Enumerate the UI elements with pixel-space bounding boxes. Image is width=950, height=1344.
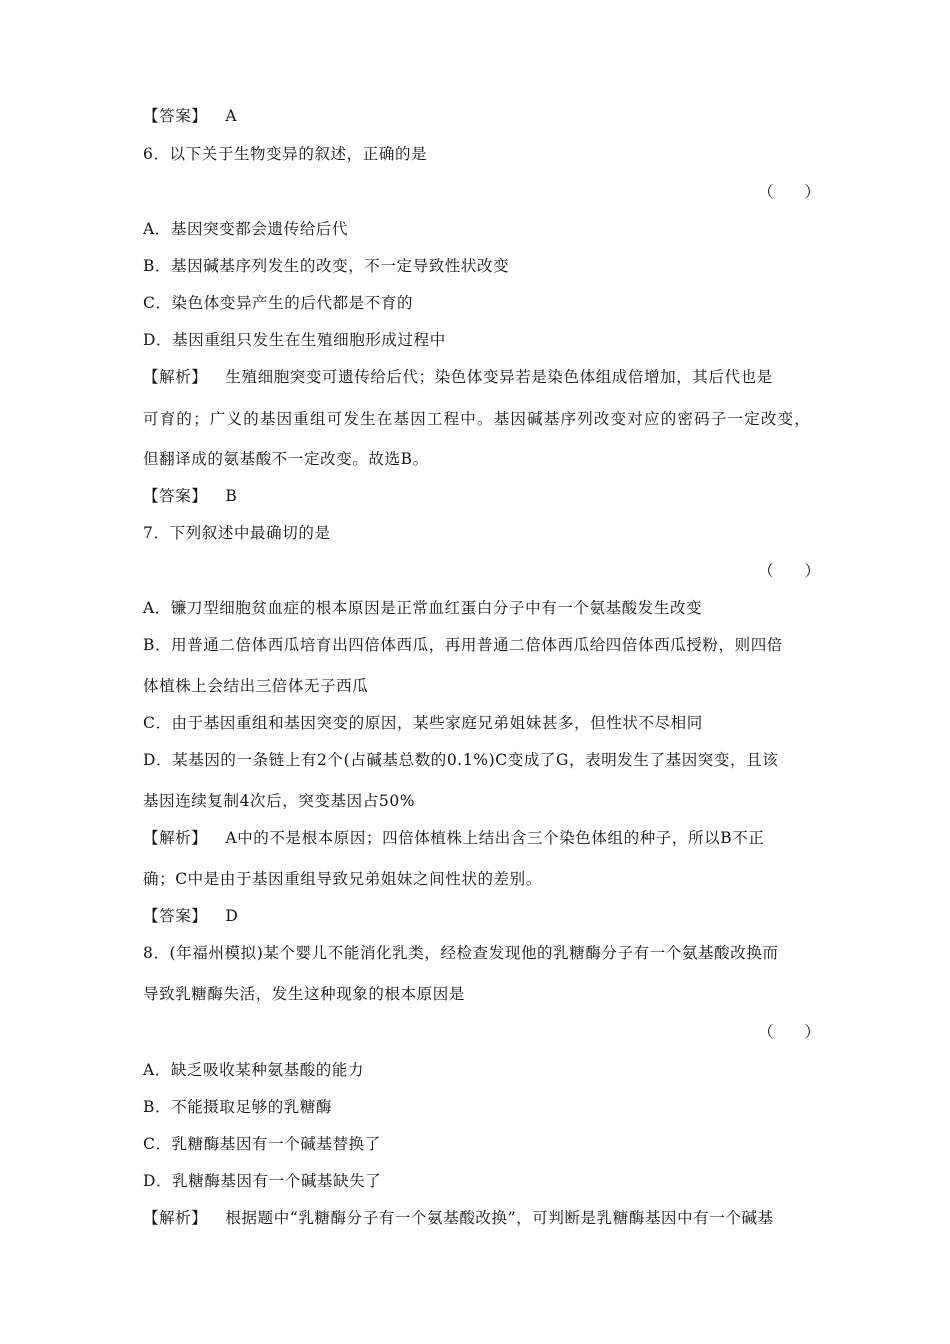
explanation-label: 【解析】	[143, 1209, 208, 1227]
answer-value: B	[225, 487, 238, 505]
question-6-option-d: D．基因重组只发生在生殖细胞形成过程中	[143, 331, 446, 349]
question-8-option-b: B．不能摄取足够的乳糖酶	[143, 1098, 333, 1116]
question-7-stem: 7．下列叙述中最确切的是	[143, 524, 331, 542]
question-8-stem-line-2: 导致乳糖酶失活，发生这种现象的根本原因是	[143, 985, 466, 1003]
answer-label: 【答案】	[143, 907, 208, 925]
question-8-option-c: C．乳糖酶基因有一个碱基替换了	[143, 1135, 381, 1153]
explanation-line-q6-2: 可育的；广义的基因重组可发生在基因工程中。基因碱基序列改变对应的密码子一定改变，	[143, 410, 812, 428]
explanation-label: 【解析】	[143, 829, 208, 847]
question-6-option-c: C．染色体变异产生的后代都是不育的	[143, 294, 414, 312]
question-6-answer-blank: （ ）	[758, 183, 821, 201]
question-8-option-a: A．缺乏吸收某种氨基酸的能力	[143, 1061, 365, 1079]
question-7-option-b-line-2: 体植株上会结出三倍体无子西瓜	[143, 677, 369, 695]
answer-line-q5	[143, 106, 237, 126]
answer-line-q7	[143, 906, 238, 926]
question-6-option-b: B．基因碱基序列发生的改变，不一定导致性状改变	[143, 257, 510, 275]
answer-line-q6	[143, 486, 237, 506]
explanation-line-q6-1	[143, 367, 773, 387]
question-8-stem-line-1: 8．(年福州模拟)某个婴儿不能消化乳类，经检查发现他的乳糖酶分子有一个氨基酸改换而	[143, 944, 779, 962]
question-8-option-d: D．乳糖酶基因有一个碱基缺失了	[143, 1172, 382, 1190]
question-7-option-d-line-2: 基因连续复制4次后，突变基因占50%	[143, 792, 416, 810]
answer-value: A	[225, 107, 238, 125]
question-7-option-d-line-1: D．某基因的一条链上有2个(占碱基总数的0.1%)C变成了G，表明发生了基因突变，且该	[143, 751, 779, 769]
question-6-stem: 6．以下关于生物变异的叙述，正确的是	[143, 145, 428, 163]
explanation-line-q6-3: 但翻译成的氨基酸不一定改变。故选B。	[143, 450, 429, 468]
explanation-line-q7-2: 确；C中是由于基因重组导致兄弟姐妹之间性状的差别。	[143, 870, 542, 888]
explanation-text: A中的不是根本原因；四倍体植株上结出含三个染色体组的种子，所以B不正	[225, 829, 765, 847]
answer-label: 【答案】	[143, 107, 208, 125]
question-6-option-a: A．基因突变都会遗传给后代	[143, 220, 348, 238]
question-7-answer-blank: （ ）	[758, 562, 821, 580]
explanation-text: 根据题中“乳糖酶分子有一个氨基酸改换”，可判断是乳糖酶基因中有一个碱基	[225, 1209, 774, 1227]
answer-label: 【答案】	[143, 487, 208, 505]
explanation-line-q7-1	[143, 828, 764, 848]
question-8-answer-blank: （ ）	[758, 1023, 821, 1041]
explanation-text: 生殖细胞突变可遗传给后代；染色体变异若是染色体组成倍增加，其后代也是	[225, 368, 773, 386]
answer-value: D	[225, 907, 239, 925]
explanation-label: 【解析】	[143, 368, 208, 386]
explanation-line-q8-1	[143, 1208, 774, 1228]
question-7-option-c: C．由于基因重组和基因突变的原因，某些家庭兄弟姐妹甚多，但性状不尽相同	[143, 714, 703, 732]
question-7-option-a: A．镰刀型细胞贫血症的根本原因是正常血红蛋白分子中有一个氨基酸发生改变	[143, 599, 703, 617]
question-7-option-b-line-1: B．用普通二倍体西瓜培育出四倍体西瓜，再用普通二倍体西瓜给四倍体西瓜授粉，则四倍	[143, 636, 783, 654]
